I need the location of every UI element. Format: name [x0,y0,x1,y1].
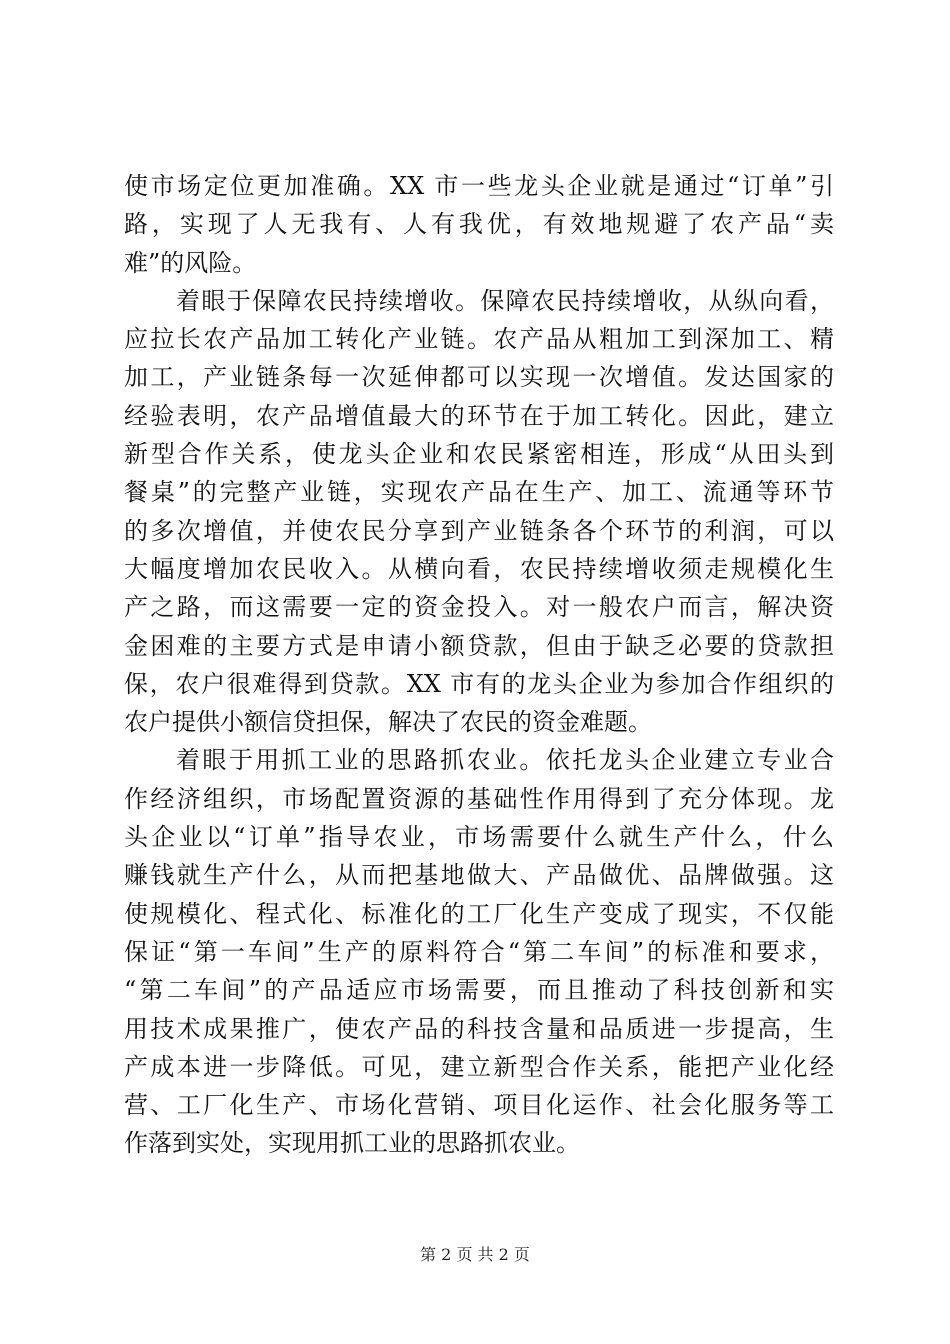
text-line: 作经济组织，市场配置资源的基础性作用得到了充分体现。龙 [124,784,834,813]
text-line: “第二车间”的产品适应市场需要，而且推动了科技创新和实 [124,976,834,1005]
text-line: 经验表明，农产品增值最大的环节在于加工转化。因此，建立 [124,401,834,430]
text-line: 金困难的主要方式是申请小额贷款，但由于缺乏必要的贷款担 [124,631,834,660]
text-line: 使规模化、程式化、标准化的工厂化生产变成了现实，不仅能 [124,899,834,928]
text-line: 着眼于保障农民持续增收。保障农民持续增收，从纵向看， [176,286,834,315]
text-line: 赚钱就生产什么，从而把基地做大、产品做优、品牌做强。这 [124,861,834,890]
text-line: 营、工厂化生产、市场化营销、项目化运作、社会化服务等工 [124,1091,834,1120]
text-line: 作落到实处，实现用抓工业的思路抓农业。 [124,1129,580,1158]
text-line: 难”的风险。 [124,248,257,277]
text-line: 保，农户很难得到贷款。XX 市有的龙头企业为参加合作组织的 [124,669,834,698]
text-line: 应拉长农产品加工转化产业链。农产品从粗加工到深加工、精 [124,325,834,354]
text-line: 产之路，而这需要一定的资金投入。对一般农户而言，解决资 [124,593,834,622]
text-line: 头企业以“订单”指导农业，市场需要什么就生产什么，什么 [124,823,834,852]
text-line: 用技术成果推广，使农产品的科技含量和品质进一步提高，生 [124,1014,834,1043]
text-line: 产成本进一步降低。可见，建立新型合作关系，能把产业化经 [124,1052,834,1081]
body-text [124,167,834,1163]
text-line: 大幅度增加农民收入。从横向看，农民持续增收须走规模化生 [124,554,834,583]
text-line: 保证“第一车间”生产的原料符合“第二车间”的标准和要求， [124,937,834,966]
text-line: 新型合作关系，使龙头企业和农民紧密相连，形成“从田头到 [124,440,834,469]
text-line: 着眼于用抓工业的思路抓农业。依托龙头企业建立专业合 [176,746,834,775]
text-line: 的多次增值，并使农民分享到产业链条各个环节的利润，可以 [124,516,834,545]
text-line: 路，实现了人无我有、人有我优，有效地规避了农产品“卖 [124,210,834,239]
page-number-footer: 第 2 页 共 2 页 [420,1245,530,1264]
text-line: 餐桌”的完整产业链，实现农产品在生产、加工、流通等环节 [124,478,834,507]
text-line: 农户提供小额信贷担保，解决了农民的资金难题。 [124,708,652,737]
text-line: 加工，产业链条每一次延伸都可以实现一次增值。发达国家的 [124,363,834,392]
text-line: 使市场定位更加准确。XX 市一些龙头企业就是通过“订单”引 [124,172,834,200]
